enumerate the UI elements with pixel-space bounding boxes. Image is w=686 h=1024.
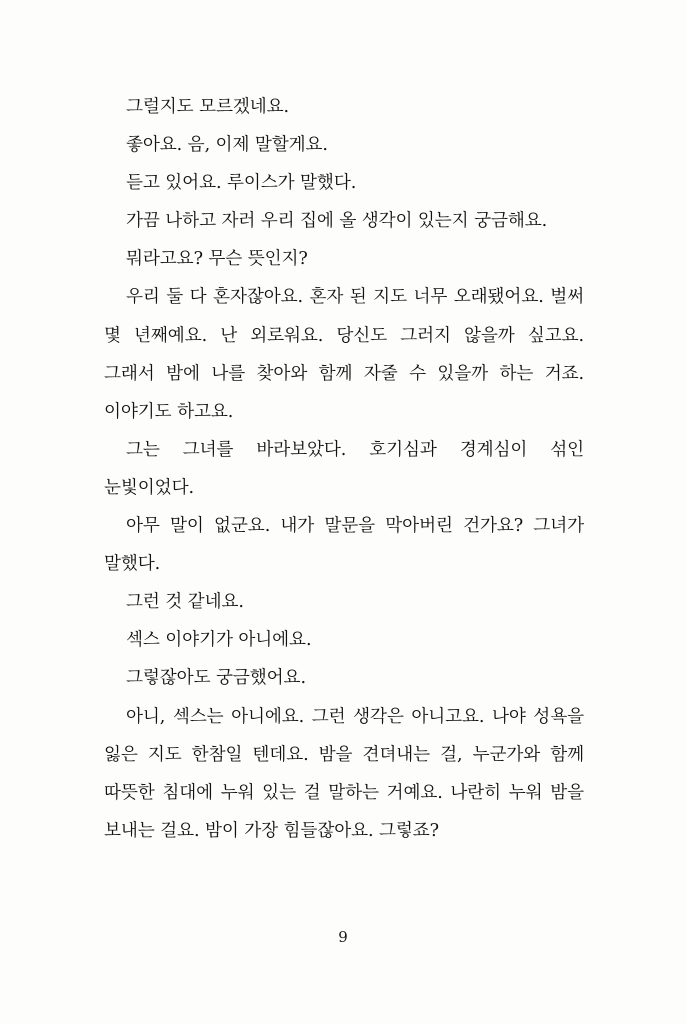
paragraph: 섹스 이야기가 아니에요. xyxy=(126,630,312,651)
paragraph: 뭐라고요? 무슨 뜻인지? xyxy=(126,249,308,270)
page-number: 9 xyxy=(338,928,348,946)
page-text-body xyxy=(104,88,584,850)
paragraph: 그런 것 같네요. xyxy=(126,592,244,613)
paragraph: 그렇잖아도 궁금했어요. xyxy=(126,668,306,689)
paragraph: 가끔 나하고 자러 우리 집에 올 생각이 있는지 궁금해요. xyxy=(126,211,548,232)
paragraph: 아무 말이 없군요. 내가 말문을 막아버린 건가요? 그녀가 말했다. xyxy=(104,516,584,575)
paragraph: 그는 그녀를 바라보았다. 호기심과 경계심이 섞인 눈빛이었다. xyxy=(104,439,584,498)
paragraph: 우리 둘 다 혼자잖아요. 혼자 된 지도 너무 오래됐어요. 벌써 몇 년째예요. 난 외로워요. 당신도 그러지 않을까 싶고요. 그래서 밤에 나를 찾아와 함께 자줄 수 있을까 하는 거죠. 이야기도 하고요. xyxy=(104,287,584,422)
paragraph: 아니, 섹스는 아니에요. 그런 생각은 아니고요. 나야 성욕을 잃은 지도 한참일 텐데요. 밤을 견뎌내는 걸, 누군가와 함께 따뜻한 침대에 누워 있는 걸 말하는 거예요. 나란히 누워 밤을 보내는 걸요. 밤이 가장 힘들잖아요. 그렇죠? xyxy=(104,706,584,841)
paragraph: 듣고 있어요. 루이스가 말했다. xyxy=(126,173,357,194)
paragraph: 그럴지도 모르겠네요. xyxy=(126,97,290,117)
paragraph: 좋아요. 음, 이제 말할게요. xyxy=(126,135,328,156)
